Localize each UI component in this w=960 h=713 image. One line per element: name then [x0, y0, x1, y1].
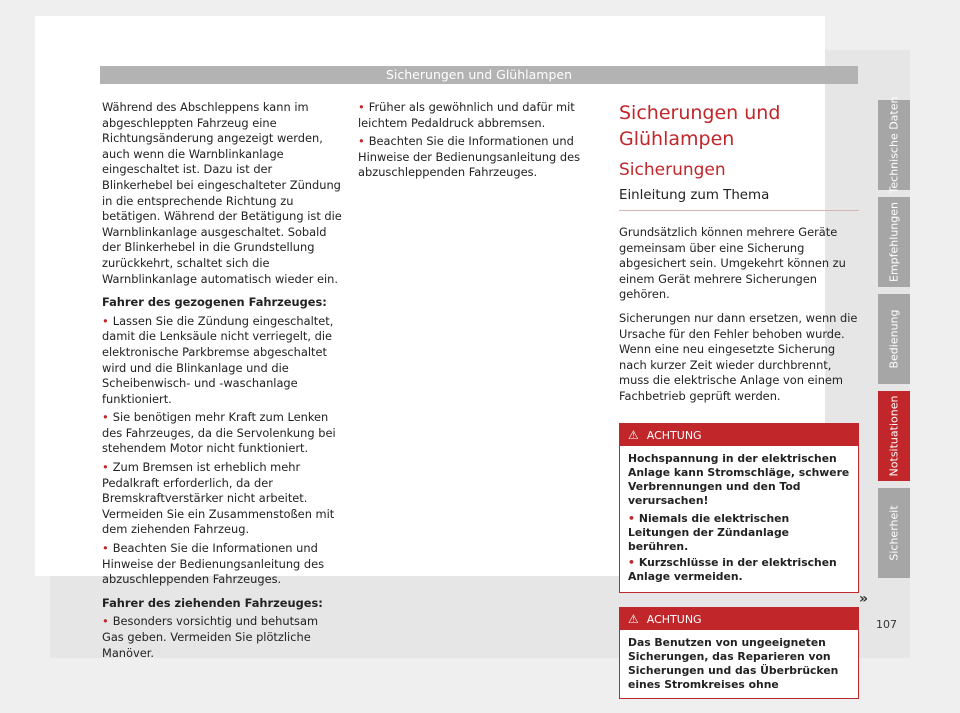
- warning-text: Hochspannung in der elektrischen Anlage kann Stromschläge, schwere Verbrennungen und den Tod verursachen!: [628, 451, 850, 507]
- tab-empfehlungen[interactable]: Empfehlungen: [878, 197, 910, 287]
- warning-triangle-icon: ⚠: [628, 611, 639, 626]
- warning-triangle-icon: ⚠: [628, 427, 639, 442]
- list-item: • Lassen Sie die Zündung eingeschaltet, damit die Lenksäule nicht verriegelt, die elektronische Parkbremse abgeschaltet wird und die Blinkanlage und die Scheibenwisch- und -waschanlage funktioniert.: [102, 313, 334, 406]
- list-item: • Früher als gewöhnlich und dafür mit leichtem Pedaldruck abbremsen.: [358, 100, 575, 130]
- list-item: • Kurzschlüsse in der elektrischen Anlage vermeiden.: [628, 555, 837, 583]
- subheading-towed-driver: Fahrer des gezogenen Fahrzeuges:: [102, 295, 327, 310]
- continue-icon: »: [859, 591, 869, 607]
- bullet-icon: •: [358, 134, 365, 149]
- warning-body: [620, 446, 858, 592]
- bullet-icon: •: [102, 614, 109, 629]
- warning-body: [620, 630, 858, 698]
- page-number: 107: [876, 618, 897, 631]
- bullet-icon: •: [358, 100, 365, 114]
- bullet-icon: •: [102, 541, 109, 556]
- tab-sicherheit[interactable]: Sicherheit: [878, 488, 910, 578]
- bullet-icon: •: [628, 511, 635, 525]
- column-middle: [358, 100, 602, 184]
- topic-heading: Einleitung zum Thema: [619, 186, 859, 211]
- list-item: • Beachten Sie die Informationen und Hinweise der Bedienungsanleitung des abzuschleppenden Fahrzeuges.: [358, 134, 581, 180]
- bullet-icon: •: [628, 555, 635, 569]
- list-item: • Besonders vorsichtig und behutsam Gas geben. Vermeiden Sie plötzliche Manöver.: [102, 614, 319, 660]
- warning-label: ACHTUNG: [646, 612, 702, 626]
- subheading-towing-driver: Fahrer des ziehenden Fahrzeuges:: [102, 595, 323, 610]
- section-title: Sicherungen und Glühlampen: [619, 102, 781, 150]
- tab-notsituationen[interactable]: Notsituationen: [878, 391, 910, 481]
- list-item: • Beachten Sie die Informationen und Hinweise der Bedienungsanleitung des abzuschleppenden Fahrzeuges.: [102, 541, 325, 587]
- list-item: • Zum Bremsen ist erheblich mehr Pedalkraft erforderlich, da der Bremskraftverstärker nicht arbeitet. Vermeiden Sie ein Zusammenstoßen mit dem ziehenden Fahrzeug.: [102, 460, 335, 537]
- body-paragraph: Grundsätzlich können mehrere Geräte gemeinsam über eine Sicherung abgesichert sein. Umgekehrt können zu einem Gerät mehrere Sicherungen gehören.: [619, 225, 846, 302]
- tab-technische-daten[interactable]: Technische Daten: [878, 100, 910, 190]
- column-right: [619, 100, 859, 713]
- intro-paragraph: Während des Abschleppens kann im abgeschleppten Fahrzeug eine Richtungsänderung angezeigt werden, auch wenn die Warnblinkanlage eingeschaltet ist. Dazu ist der Blinkerhebel bei eingeschalteter Zündung in die entsprechende Richtung zu betätigen. Während der Betätigung ist die Warnblinkanlage ausgeschaltet. Sobald der Blinkerhebel in die Grundstellung zurückkehrt, schaltet sich die Warnblinkanlage automatisch wieder ein.: [102, 100, 342, 286]
- warning-header: [620, 424, 858, 446]
- list-item: • Niemals die elektrischen Leitungen der Zündanlage berühren.: [628, 511, 790, 553]
- bullet-icon: •: [102, 410, 109, 425]
- section-subtitle: Sicherungen: [619, 160, 726, 180]
- bullet-icon: •: [102, 313, 109, 328]
- page-header: Sicherungen und Glühlampen: [100, 66, 858, 84]
- column-left: [102, 100, 342, 664]
- list-item: • Sie benötigen mehr Kraft zum Lenken des Fahrzeuges, da die Servolenkung bei stehendem Motor nicht funktioniert.: [102, 410, 336, 456]
- body-paragraph: Sicherungen nur dann ersetzen, wenn die Ursache für den Fehler behoben wurde. Wenn eine neu eingesetzte Sicherung nach kurzer Zeit wieder durchbrennt, muss die elektrische Anlage von einem Fachbetrieb geprüft werden.: [619, 310, 858, 403]
- warning-text: Das Benutzen von ungeeigneten Sicherungen, das Reparieren von Sicherungen und das Überbrücken eines Stromkreises ohne: [628, 635, 839, 691]
- warning-box: [619, 607, 859, 699]
- warning-header: [620, 608, 858, 630]
- warning-box: [619, 423, 859, 593]
- warning-label: ACHTUNG: [646, 428, 702, 442]
- bullet-icon: •: [102, 460, 109, 475]
- tab-bedienung[interactable]: Bedienung: [878, 294, 910, 384]
